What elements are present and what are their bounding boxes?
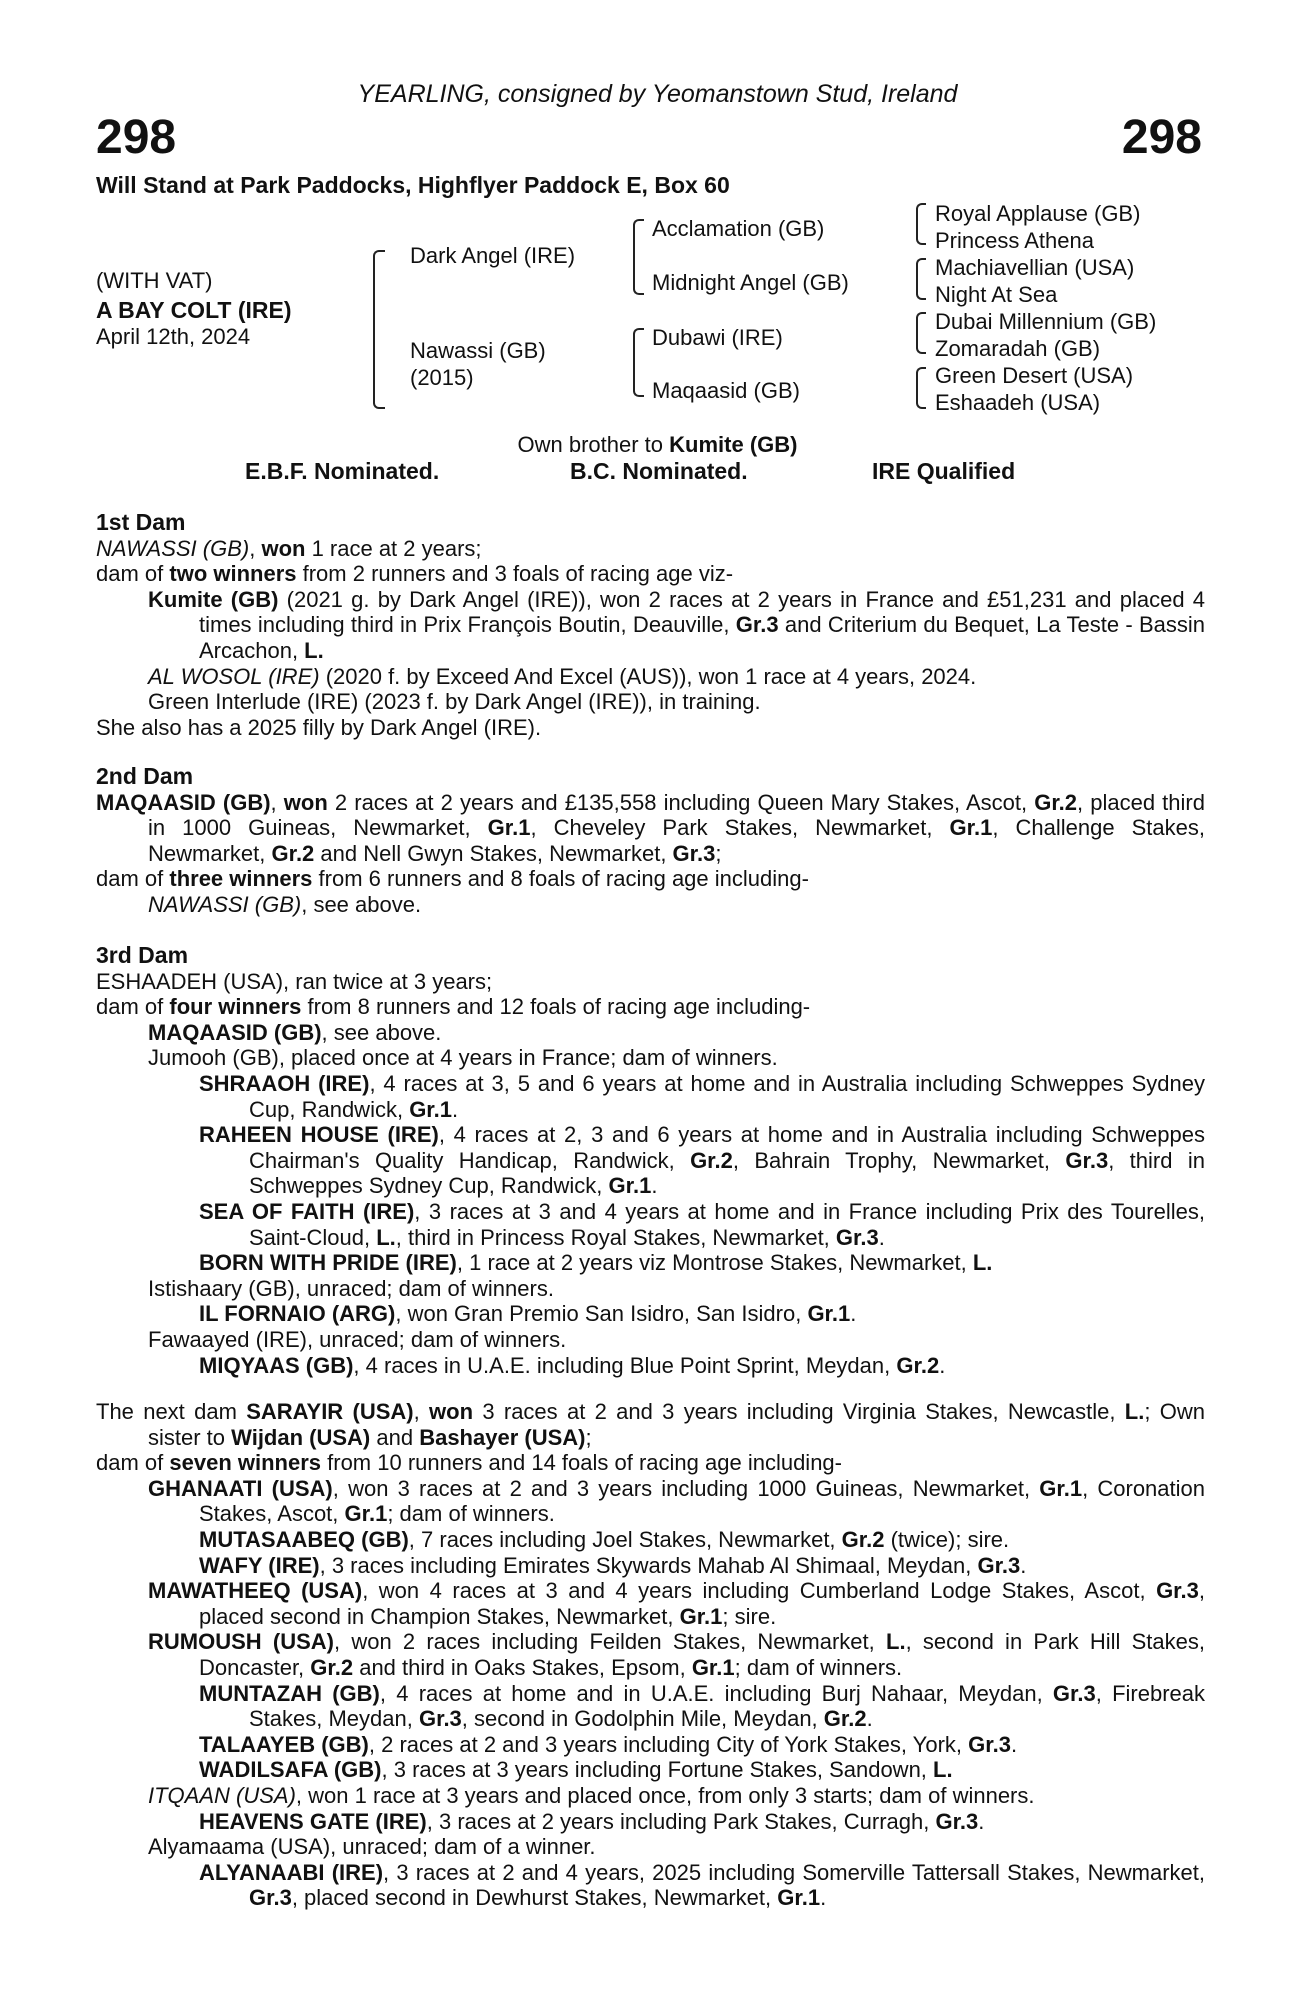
next-dam-alyamaama: Alyamaama (USA), unraced; dam of a winner.: [148, 1834, 596, 1860]
ped-dsd: Zomaradah (GB): [935, 336, 1101, 361]
bracket-ds-parents: [916, 312, 926, 354]
third-dam-produce-line: dam of four winners from 8 runners and 12 foals of racing age including-: [96, 994, 811, 1020]
dam-year: (2015): [410, 365, 474, 390]
third-dam-section: [96, 943, 1205, 1378]
produce-green-interlude: Green Interlude (IRE) (2023 f. by Dark Angel (IRE)), in training.: [148, 689, 761, 715]
next-dam-ghanaati: GHANAATI (USA), won 3 races at 2 and 3 years including 1000 Guineas, Newmarket, Gr.1, Coronation Stakes, Ascot, Gr.1; dam of winners.: [148, 1475, 1205, 1527]
next-dam-itqaan: ITQAAN (USA), won 1 race at 3 years and placed once, from only 3 starts; dam of winners.: [148, 1782, 1035, 1808]
ped-dss: Dubai Millennium (GB): [935, 309, 1157, 334]
ghanaati-mutasaabeq: MUTASAABEQ (GB), 7 races including Joel Stakes, Newmarket, Gr.2 (twice); sire.: [199, 1526, 1010, 1552]
third-dam-heading: 3rd Dam: [96, 942, 189, 968]
rumoush-muntazah: MUNTAZAH (GB), 4 races at home and in U.A.E. including Burj Nahaar, Meydan, Gr.3, Firebreak Stakes, Meydan, Gr.3, second in Godolphin Mile, Meydan, Gr.2.: [199, 1680, 1205, 1732]
bracket-sire-parents: [633, 219, 644, 295]
bracket-ss-parents: [916, 203, 926, 245]
bc-nominated: B.C. Nominated.: [570, 458, 748, 484]
third-dam-maqaasid: MAQAASID (GB), see above.: [148, 1019, 442, 1045]
rumoush-talaayeb: TALAAYEB (GB), 2 races at 2 and 3 years including City of York Stakes, York, Gr.3.: [199, 1731, 1018, 1757]
produce-al-wosol: AL WOSOL (IRE) (2020 f. by Exceed And Excel (AUS)), won 1 race at 4 years, 2024.: [148, 663, 977, 689]
first-dam-produce-line: dam of two winners from 2 runners and 3 foals of racing age viz-: [96, 561, 734, 587]
third-dam-fawaayed: Fawaayed (IRE), unraced; dam of winners.: [148, 1326, 567, 1352]
rumoush-wadilsafa: WADILSAFA (GB), 3 races at 3 years including Fortune Stakes, Sandown, L.: [199, 1757, 953, 1783]
produce-kumite: Kumite (GB) (2021 g. by Dark Angel (IRE)), won 2 races at 2 years in France and £51,231 and placed 4 times including third in Prix François Boutin, Deauville, Gr.3 and Criterium du Bequet, La Teste - Bassin Arcachon, L.: [148, 586, 1205, 663]
third-dam-record: ESHAADEH (USA), ran twice at 3 years;: [96, 968, 493, 994]
jumooh-sea-of-faith: SEA OF FAITH (IRE), 3 races at 3 and 4 years at home and in France including Prix des Tourelles, Saint-Cloud, L., third in Princess Royal Stakes, Newmarket, Gr.3.: [199, 1198, 1205, 1250]
dam-sire: Dubawi (IRE): [652, 325, 783, 350]
alyamaama-alyanaabi: ALYANAABI (IRE), 3 races at 2 and 4 years, 2025 including Somerville Tattersall Stakes, Newmarket, Gr.3, placed second in Dewhurst Stakes, Newmarket, Gr.1.: [199, 1859, 1205, 1911]
bracket-dd-parents: [916, 367, 926, 409]
own-brother-prefix: Own brother to: [517, 432, 670, 457]
ped-ddd: Eshaadeh (USA): [935, 390, 1101, 415]
ghanaati-wafy: WAFY (IRE), 3 races including Emirates Skywards Mahab Al Shimaal, Meydan, Gr.3.: [199, 1552, 1027, 1578]
ped-sdd: Night At Sea: [935, 282, 1058, 307]
istishaary-il-fornaio: IL FORNAIO (ARG), won Gran Premio San Isidro, San Isidro, Gr.1.: [199, 1301, 857, 1327]
lot-number-left: 298: [96, 111, 177, 164]
own-brother-name: Kumite (GB): [669, 432, 798, 457]
second-dam-produce-line: dam of three winners from 6 runners and 8 foals of racing age including-: [96, 866, 809, 892]
foaling-date: April 12th, 2024: [96, 324, 251, 349]
consignment-header: YEARLING, consigned by Yeomanstown Stud, Ireland: [357, 80, 958, 108]
ped-ssd: Princess Athena: [935, 228, 1094, 253]
ebf-nominated: E.B.F. Nominated.: [245, 458, 440, 484]
jumooh-raheen-house: RAHEEN HOUSE (IRE), 4 races at 2, 3 and 6 years at home and in Australia including Schweppes Chairman's Quality Handicap, Randwick, Gr.2, Bahrain Trophy, Newmarket, Gr.3, third in Schweppes Sydney Cup, Randwick, Gr.1.: [199, 1122, 1205, 1199]
jumooh-shraaoh: SHRAAOH (IRE), 4 races at 3, 5 and 6 years at home and in Australia including Schweppes Sydney Cup, Randwick, Gr.1.: [199, 1070, 1205, 1122]
first-dam-section: [96, 510, 1205, 740]
fawaayed-miqyaas: MIQYAAS (GB), 4 races in U.A.E. including Blue Point Sprint, Meydan, Gr.2.: [199, 1352, 946, 1378]
stand-location: Will Stand at Park Paddocks, Highflyer Paddock E, Box 60: [96, 172, 730, 198]
ped-dds: Green Desert (USA): [935, 363, 1134, 388]
dam-dam: Maqaasid (GB): [652, 378, 800, 403]
first-dam-line: NAWASSI (GB), won 1 race at 2 years;: [96, 535, 482, 561]
next-dam-mawatheeq: MAWATHEEQ (USA), won 4 races at 3 and 4 years including Cumberland Lodge Stakes, Ascot, Gr.3, placed second in Champion Stakes, Newmarket, Gr.1; sire.: [148, 1578, 1205, 1629]
sire-dam: Midnight Angel (GB): [652, 270, 849, 295]
ped-sss: Royal Applause (GB): [935, 201, 1141, 226]
bracket-sd-parents: [916, 258, 926, 300]
sire-name: Dark Angel (IRE): [410, 243, 576, 268]
next-dam-record: The next dam SARAYIR (USA), won 3 races at 2 and 3 years including Virginia Stakes, Newcastle, L.; Own sister to Wijdan (USA) and Bashayer (USA);: [96, 1399, 1205, 1450]
second-dam-nawassi: NAWASSI (GB), see above.: [148, 891, 422, 917]
vat-label: (WITH VAT): [96, 268, 213, 293]
bracket-parents: [373, 250, 385, 409]
third-dam-istishaary: Istishaary (GB), unraced; dam of winners.: [148, 1275, 554, 1301]
next-dam-section: [96, 1399, 1205, 1911]
jumooh-born-with-pride: BORN WITH PRIDE (IRE), 1 race at 2 years viz Montrose Stakes, Newmarket, L.: [199, 1250, 993, 1276]
next-dam-rumoush: RUMOUSH (USA), won 2 races including Feilden Stakes, Newmarket, L., second in Park Hill Stakes, Doncaster, Gr.2 and third in Oaks Stakes, Epsom, Gr.1; dam of winners.: [148, 1629, 1205, 1680]
bracket-dam-parents: [633, 328, 644, 397]
itqaan-heavens-gate: HEAVENS GATE (IRE), 3 races at 2 years including Park Stakes, Curragh, Gr.3.: [199, 1808, 985, 1834]
next-dam-produce-line: dam of seven winners from 10 runners and 14 foals of racing age including-: [96, 1450, 842, 1476]
sire-sire: Acclamation (GB): [652, 216, 825, 241]
ped-sds: Machiavellian (USA): [935, 255, 1135, 280]
second-dam-record: MAQAASID (GB), won 2 races at 2 years and £135,558 including Queen Mary Stakes, Ascot, Gr.2, placed third in 1000 Guineas, Newmarket, Gr.1, Cheveley Park Stakes, Newmarket, Gr.1, Challenge Stakes, Newmarket, Gr.2 and Nell Gwyn Stakes, Newmarket, Gr.3;: [96, 789, 1205, 866]
third-dam-jumooh: Jumooh (GB), placed once at 4 years in France; dam of winners.: [148, 1045, 778, 1071]
dam-name: Nawassi (GB): [410, 338, 546, 363]
first-dam-heading: 1st Dam: [96, 509, 186, 535]
ire-qualified: IRE Qualified: [872, 458, 1016, 484]
lot-number-right: 298: [1121, 111, 1202, 164]
own-brother-line: [0, 432, 1315, 458]
second-dam-heading: 2nd Dam: [96, 763, 194, 789]
second-dam-section: [96, 764, 1205, 918]
subject-name: A BAY COLT (IRE): [96, 297, 292, 323]
produce-2025-filly: She also has a 2025 filly by Dark Angel (IRE).: [96, 714, 542, 740]
